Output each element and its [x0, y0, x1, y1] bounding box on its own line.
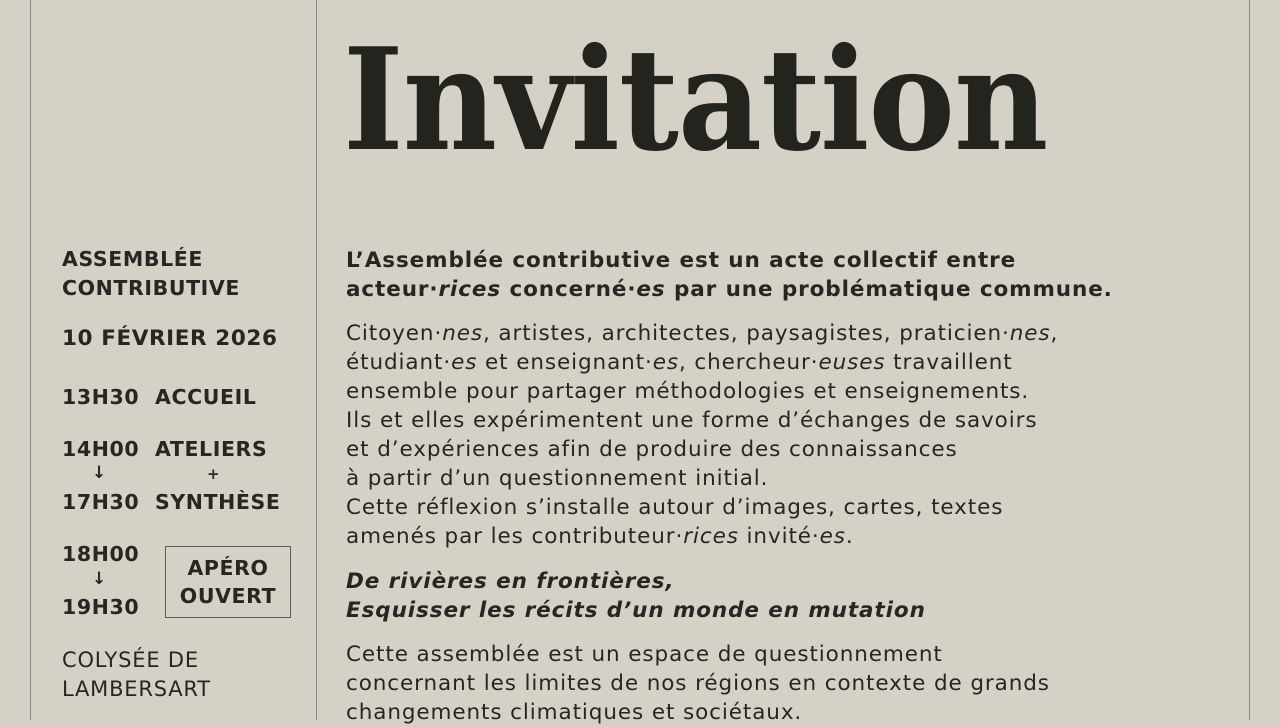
welcome-label: ACCUEIL	[155, 385, 257, 409]
closing-line-3: changements climatiques et sociétaux.	[346, 700, 803, 725]
left-frame-line	[30, 0, 31, 720]
apero-box	[165, 546, 291, 618]
event-name	[62, 245, 240, 303]
workshops-label-top: ATELIERS	[155, 437, 268, 461]
right-frame-line	[1249, 0, 1250, 720]
column-divider	[316, 0, 317, 720]
intro-line-1: L’Assemblée contributive est un acte collectif entre	[346, 248, 1017, 273]
workshops-label-bottom: SYNTHÈSE	[155, 490, 281, 514]
intro-line-2: acteur·rices concerné·es par une problématique commune.	[346, 277, 1113, 302]
apero-arrow-icon: ↓	[92, 569, 107, 589]
body-line-7: Cette réflexion s’installe autour d’images, cartes, textes	[346, 495, 1004, 520]
closing-line-2: concernant les limites de nos régions en contexte de grands	[346, 671, 1050, 696]
apero-start-time: 18H00	[62, 542, 140, 566]
invitation-title: Invitation	[343, 18, 1048, 183]
welcome-time: 13H30	[62, 385, 140, 409]
intro-paragraph	[346, 246, 1226, 304]
event-name-line-1: ASSEMBLÉE	[62, 247, 203, 271]
venue: COLYSÉE DE LAMBERSART	[62, 648, 211, 701]
theme-heading	[346, 567, 1226, 625]
apero-label: APÉRO OUVERT	[179, 556, 277, 608]
workshops-start-time: 14H00	[62, 437, 140, 461]
body-line-6: à partir d’un questionnement initial.	[346, 466, 769, 491]
event-name-line-2: CONTRIBUTIVE	[62, 276, 240, 300]
workshops-end-time: 17H30	[62, 490, 140, 514]
theme-line-2: Esquisser les récits d’un monde en mutation	[346, 598, 926, 623]
body-paragraph	[346, 319, 1226, 551]
body-line-5: et d’expériences afin de produire des connaissances	[346, 437, 958, 462]
closing-paragraph	[346, 640, 1226, 727]
body-line-4: Ils et elles expérimentent une forme d’échanges de savoirs	[346, 408, 1038, 433]
body-line-8: amenés par les contributeur·rices invité·es.	[346, 524, 854, 549]
body-line-3: ensemble pour partager méthodologies et enseignements.	[346, 379, 1030, 404]
event-date: 10 FÉVRIER 2026	[62, 326, 278, 351]
body-line-1: Citoyen·nes, artistes, architectes, paysagistes, praticien·nes,	[346, 321, 1059, 346]
theme-line-1: De rivières en frontières,	[346, 569, 675, 594]
closing-line-1: Cette assemblée est un espace de questionnement	[346, 642, 943, 667]
body-line-2: étudiant·es et enseignant·es, chercheur·euses travaillent	[346, 350, 1013, 375]
workshops-arrow-icon: ↓	[92, 463, 107, 483]
workshops-plus: +	[207, 465, 220, 483]
apero-end-time: 19H30	[62, 595, 140, 619]
